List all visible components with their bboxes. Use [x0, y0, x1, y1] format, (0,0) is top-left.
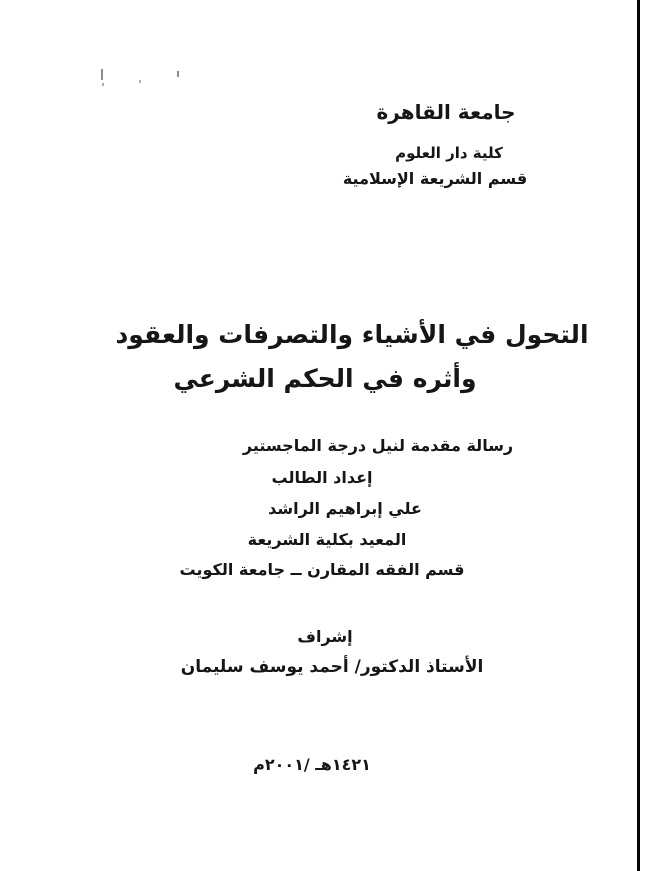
- student-name: علي إبراهيم الراشد: [268, 499, 422, 518]
- degree-statement: رسالة مقدمة لنيل درجة الماجستير: [242, 436, 514, 455]
- supervision-label: إشراف: [297, 627, 353, 646]
- prepared-by-label: إعداد الطالب: [271, 468, 373, 487]
- scan-speck: [177, 71, 179, 77]
- scan-speck: [139, 80, 141, 83]
- supervisor-name: الأستاذ الدكتور/ أحمد يوسف سليمان: [180, 657, 484, 677]
- department-name: قسم الشريعة الإسلامية: [342, 169, 528, 188]
- scan-edge-line: [637, 0, 640, 871]
- student-department: قسم الفقه المقارن ــ جامعة الكويت: [179, 560, 465, 579]
- publication-date: ١٤٢١هـ /٢٠٠١م: [253, 755, 371, 774]
- student-position: المعيد بكلية الشريعة: [247, 530, 407, 549]
- scan-speck: [102, 83, 104, 86]
- thesis-title-line2: وأثره في الحكم الشرعي: [173, 364, 477, 393]
- scan-speck: [101, 69, 103, 80]
- faculty-name: كلية دار العلوم: [395, 144, 503, 162]
- thesis-title-line1: التحول في الأشياء والتصرفات والعقود: [115, 320, 589, 349]
- university-name: جامعة القاهرة: [376, 100, 516, 124]
